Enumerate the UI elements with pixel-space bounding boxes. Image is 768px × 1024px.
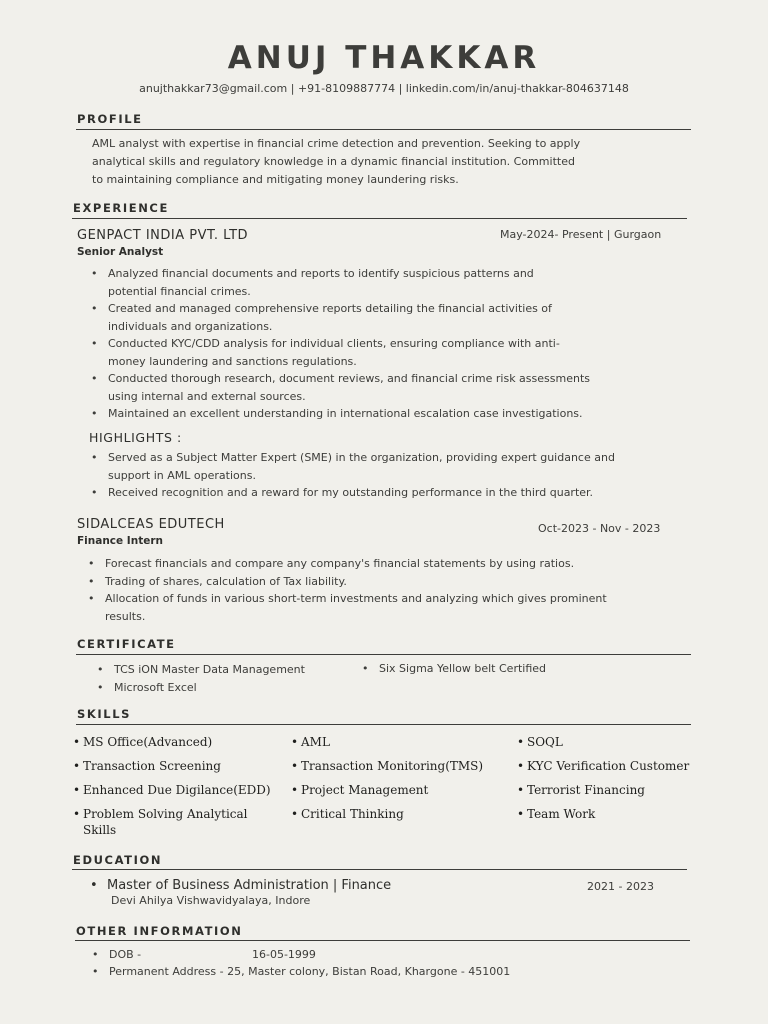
job-role: Senior Analyst xyxy=(77,246,164,258)
divider-profile xyxy=(76,129,691,130)
list-item: • Received recognition and a reward for my outstanding performance in the third quarter. xyxy=(91,484,711,502)
certificate-list xyxy=(362,660,622,678)
divider-experience xyxy=(72,218,687,219)
education-degree: • Master of Business Administration | Finance xyxy=(90,878,392,893)
section-title-profile: PROFILE xyxy=(77,112,143,126)
section-title-other-information: OTHER INFORMATION xyxy=(76,924,243,938)
list-item: • Microsoft Excel xyxy=(97,679,337,697)
skill-item: • KYC Verification Customer xyxy=(517,759,690,773)
skill-item: • Enhanced Due Digilance(EDD) xyxy=(73,783,271,797)
candidate-name: ANUJ THAKKAR xyxy=(227,40,541,76)
dob-row: • DOB - xyxy=(92,948,142,961)
job-bullets xyxy=(91,265,701,423)
section-title-education: EDUCATION xyxy=(73,853,163,867)
skill-item: • Problem Solving Analytical Skills xyxy=(73,807,248,837)
profile-line: AML analyst with expertise in financial crime detection and prevention. Seeking to apply xyxy=(92,137,581,150)
section-title-certificate: CERTIFICATE xyxy=(77,637,176,651)
divider-other-information xyxy=(75,940,690,941)
address-row: • Permanent Address - 25, Master colony, Bistan Road, Khargone - 451001 xyxy=(92,965,511,978)
list-item: • Analyzed financial documents and reports to identify suspicious patterns and potential financial crimes. xyxy=(91,265,701,300)
list-item: • TCS iON Master Data Management xyxy=(97,661,337,679)
list-item: • Six Sigma Yellow belt Certified xyxy=(362,660,622,678)
job-dates: Oct-2023 - Nov - 2023 xyxy=(538,522,661,535)
list-item: • Maintained an excellent understanding in international escalation case investigations. xyxy=(91,405,701,423)
skill-item: • Project Management xyxy=(291,783,429,797)
list-item: • Trading of shares, calculation of Tax liability. xyxy=(88,573,708,591)
company-name: GENPACT INDIA PVT. LTD xyxy=(77,228,249,243)
skill-item: • Terrorist Financing xyxy=(517,783,645,797)
divider-skills xyxy=(76,724,691,725)
list-item: • Conducted thorough research, document reviews, and financial crime risk assessments using internal and external sources. xyxy=(91,370,701,405)
list-item: • Created and managed comprehensive reports detailing the financial activities of individuals and organizations. xyxy=(91,300,701,335)
section-title-experience: EXPERIENCE xyxy=(73,201,169,215)
highlights-title: HIGHLIGHTS : xyxy=(89,430,182,445)
company-name: SIDALCEAS EDUTECH xyxy=(77,517,225,532)
certificate-list xyxy=(97,661,337,696)
skill-item: • Critical Thinking xyxy=(291,807,404,821)
profile-line: to maintaining compliance and mitigating money laundering risks. xyxy=(92,173,459,186)
skill-item: • Transaction Monitoring(TMS) xyxy=(291,759,484,773)
contact-line: anujthakkar73@gmail.com | +91-8109887774 | linkedin.com/in/anuj-thakkar-804637148 xyxy=(139,82,629,95)
list-item: • Conducted KYC/CDD analysis for individual clients, ensuring compliance with anti- money laundering and sanctions regulations. xyxy=(91,335,701,370)
skill-item: • SOQL xyxy=(517,735,563,749)
divider-certificate xyxy=(76,654,691,655)
divider-education xyxy=(72,869,687,870)
dob-value: 16-05-1999 xyxy=(252,948,316,961)
section-title-skills: SKILLS xyxy=(77,707,132,721)
list-item: • Served as a Subject Matter Expert (SME) in the organization, providing expert guidance and support in AML operations. xyxy=(91,449,711,484)
skill-item: • MS Office(Advanced) xyxy=(73,735,213,749)
list-item: • Forecast financials and compare any company's financial statements by using ratios. xyxy=(88,555,708,573)
job-bullets xyxy=(88,555,708,625)
profile-summary xyxy=(92,135,692,189)
profile-line: analytical skills and regulatory knowledge in a dynamic financial institution. Committed xyxy=(92,155,575,168)
list-item: • Allocation of funds in various short-term investments and analyzing which gives prominent results. xyxy=(88,590,708,625)
skill-item: • Transaction Screening xyxy=(73,759,221,773)
highlights-bullets xyxy=(91,449,711,502)
job-role: Finance Intern xyxy=(77,535,163,547)
education-years: 2021 - 2023 xyxy=(587,880,654,893)
skill-item: • AML xyxy=(291,735,330,749)
skill-item: • Team Work xyxy=(517,807,596,821)
education-university: Devi Ahilya Vishwavidyalaya, Indore xyxy=(111,894,311,907)
job-dates: May-2024- Present | Gurgaon xyxy=(500,228,662,241)
